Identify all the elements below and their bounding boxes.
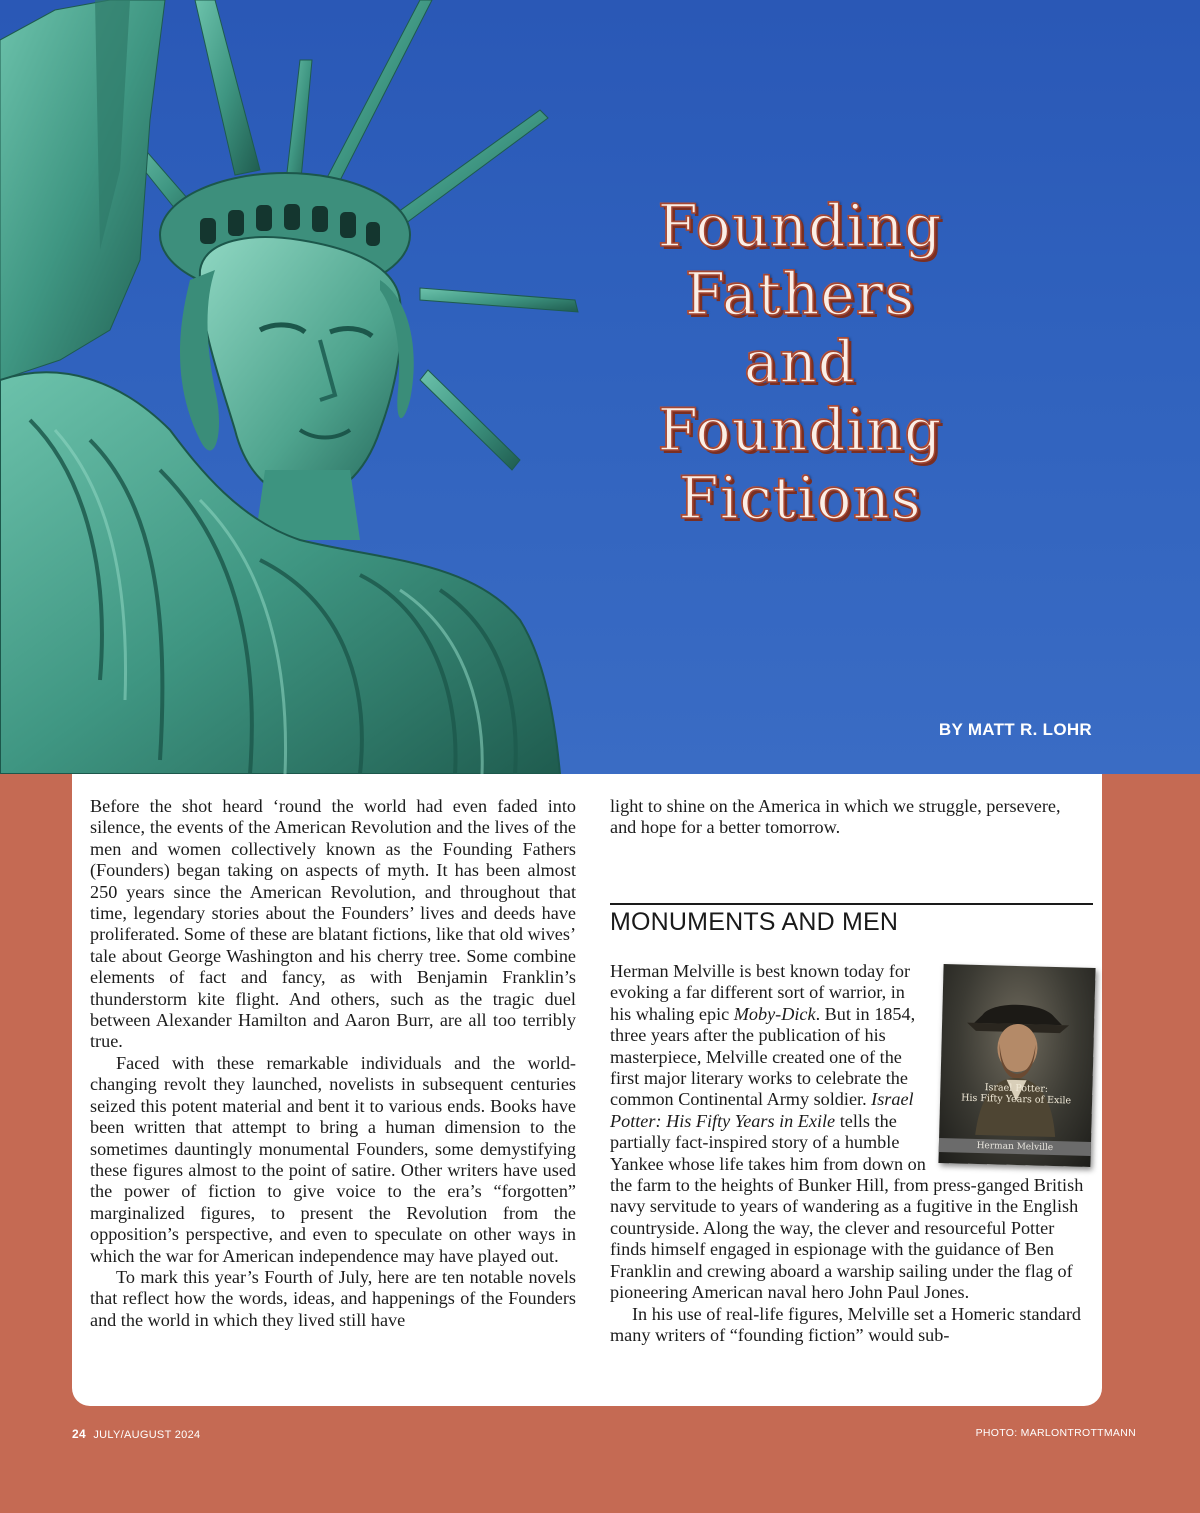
page-footer-left [72, 1427, 200, 1441]
body-paragraph: light to shine on the America in which we struggle, persevere, and hope for a better tomorrow. [610, 796, 1061, 838]
body-text: tells the partially fact-inspired story of a humble Yankee whose life takes him from down on the farm to the heights of Bunker Hill, from press-ganged British navy servitude to years of wandering as a fugitive in the English countryside. Along the way, the clever and resourceful Potter finds himself engaged in espionage with the guidance of Ben Franklin and crewing aboard a warship sailing under the flag of pioneering American naval hero John Paul Jones. [610, 1110, 1084, 1303]
right-column-continuation [610, 796, 1090, 839]
title-line: Founding [657, 192, 943, 260]
soldier-portrait-illustration [938, 964, 1095, 1167]
body-text: Herman Melville is best known today for evoking a far different sort of warrior, in his whaling epic [610, 961, 911, 1024]
book-title-moby-dick: Moby-Dick [733, 1003, 816, 1024]
title-line: and [743, 328, 857, 396]
book-cover-author: Herman Melville [939, 1138, 1091, 1156]
book-cover-title-line: Israel Potter: [984, 1082, 1049, 1095]
title-line: Founding [657, 396, 943, 464]
photo-credit: PHOTO: MARLONTROTTMANN [975, 1427, 1136, 1439]
left-column [90, 796, 576, 1331]
right-column-body [610, 961, 1093, 1346]
book-cover-title-line: His Fifty Years of Exile [960, 1092, 1072, 1107]
title-line: Fathers [684, 260, 916, 328]
issue-date: JULY/AUGUST 2024 [93, 1429, 201, 1441]
body-paragraph: In his use of real-life figures, Melville set a Homeric standard many writers of “founding fiction” would sub- [610, 1303, 1081, 1345]
body-paragraph: Faced with these remarkable individuals and the world-changing revolt they launched, novelists in subsequent centuries seized this potent material and bent it to various ends. Books have been written that attempt to bring a human dimension to the sometimes dauntingly monumental Founders, some demystifying these figures almost to the point of satire. Other writers have used the power of fiction to give voice to the era’s “forgotten” marginalized figures, to present the Revolution from the opposition’s perspective, and even to speculate on other ways in which the war for American independence may have played out. [90, 1052, 576, 1266]
article-title [600, 192, 1000, 532]
author-byline: BY MATT R. LOHR [938, 720, 1092, 739]
book-cover-image [938, 964, 1095, 1167]
body-text: . But in 1854, three years after the publication of his masterpiece, Melville created one of the first major literary works to celebrate the common Continental Army soldier. [610, 1003, 916, 1110]
book-cover-title [940, 1081, 1093, 1107]
section-heading: MONUMENTS AND MEN [610, 908, 899, 936]
body-paragraph: To mark this year’s Fourth of July, here are ten notable novels that reflect how the words, ideas, and happenings of the Founders and the world in which they lived still have [90, 1266, 576, 1330]
section-divider [610, 903, 1093, 905]
page-number: 24 [72, 1427, 86, 1441]
body-paragraph: Before the shot heard ‘round the world had even faded into silence, the events of the American Revolution and the lives of the men and women collectively known as the Founding Fathers (Founders) began taking on aspects of myth. It has been almost 250 years since the American Revolution, and throughout that time, legendary stories about the Founders’ lives and deeds have proliferated. Some of these are blatant fictions, like that old wives’ tale about George Washington and his cherry tree. Some combine elements of fact and fancy, as with Benjamin Franklin’s thunderstorm kite flight. And others, such as the tragic duel between Alexander Hamilton and Aaron Burr, are all too terribly true. [90, 796, 576, 1052]
book-title-israel-potter: Israel Potter: His Fifty Years in Exile [610, 1089, 914, 1131]
title-line: Fictions [678, 464, 922, 532]
